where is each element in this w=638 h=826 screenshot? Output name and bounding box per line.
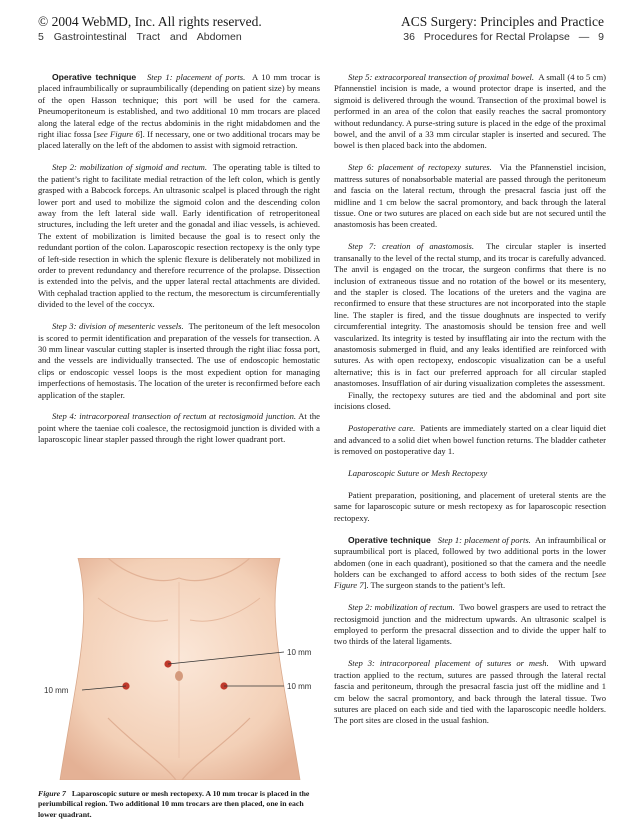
paragraph-text: An infraumbilical or supraumbilical port is placed, followed by two additional ports in the lower abdomen (one in each quadrant), positioned so that the camera and the needle holders can be exchanged to afford access to both sides of the rectum [ [334,534,606,579]
caption-number: Figure 7 [38,789,66,798]
page-number: 9 [598,31,604,43]
paragraph [334,658,606,726]
navel [175,671,183,681]
section-word: Tract [136,31,160,43]
paragraph-text: ]. If necessary, one or two additional trocars may be placed laterally on the left of the abdomen to assist with sigmoid retraction. [38,129,320,151]
paragraph [334,535,606,592]
paragraph [38,72,320,152]
paragraph-text: Finally, the rectopexy sutures are tied and the abdominal and port site incisions closed. [334,390,606,412]
paragraph-text: With upward traction applied to the rectum, sutures are passed through the lateral rectal fascia and peritoneum, through the presacral fascia just off the midline and 1 cm below the sacral promontory, and back through the lateral tissue. Two sutures are placed on each side and tied with the laparoscopic needle holders. The port sites are closed in the usual fashion. [334,658,606,726]
subsection-heading: Laparoscopic Suture or Mesh Rectopexy [348,468,488,479]
paragraph [38,411,320,445]
section-line [38,30,338,44]
figure-reference: see Figure 7 [334,568,606,591]
section-word: and [169,31,188,43]
section-word: Abdomen [196,31,242,43]
header-right [304,14,604,44]
step-heading: Step 6: placement of rectopexy sutures. [348,162,492,173]
paragraph [334,162,606,230]
figure-reference: see Figure 6 [96,129,140,140]
figure-7-illustration [38,558,320,780]
section-heading: Operative technique [52,72,137,82]
paragraph-text: Two bowel graspers are used to retract the rectosigmoid junction and the midrectum upwards. An ultrasonic scalpel is employed to perform the presacral dissection and to divide the upper half to two thirds of the lateral ligaments. [334,602,606,647]
chapter-title: Procedures for Rectal Prolapse [423,31,570,43]
chapter-number: 36 [403,31,415,43]
label-right: 10 mm [287,682,312,691]
header-left [38,14,338,44]
paragraph-text: Via the Pfannenstiel incision, mattress sutures of nonabsorbable material are passed through the peritoneum and fascia on the lateral rectum, through the presacral fascia just off the midline and 1 cm below the sacral promontory, and back through the lateral tissue. One or two sutures are placed on each side but are not secured until the anastomosis has been created. [334,162,606,230]
step-heading: Step 3: division of mesenteric vessels. [52,321,184,332]
paragraph-text: A 10 mm trocar is placed infraumbilically or supraumbilically (depending on patient size) by means of the open Hasson technique; this port will be used for the camera. Pneumoperitoneum is established, and two additional 10 mm trocars are placed along the lateral edge of the rectus abdominis in the right midabdomen and the right iliac fossa [ [38,72,321,140]
paragraph-text: At the point where the taeniae coli coalesce, the rectosigmoid junction is divided with a laparoscopic linear stapler passed through the right lower quadrant port. [38,411,320,445]
paragraph [334,241,606,389]
step-heading: Step 5: extracorporeal transection of proximal bowel. [348,72,535,82]
caption-text: Laparoscopic suture or mesh rectopexy. A 10 mm trocar is placed in the periumbilical region. Two additional 10 mm trocars are then placed, one in each lower quadrant. [38,789,310,819]
label-left: 10 mm [44,686,69,695]
chapter-line [304,30,604,44]
label-upper: 10 mm [287,648,312,657]
chapter-dash: — [578,31,590,43]
paragraph [334,423,606,457]
right-column [334,72,606,737]
copyright-line: © 2004 WebMD, Inc. All rights reserved. [38,14,262,29]
section-number: 5 [38,31,44,43]
paragraph-text: Patients are immediately started on a clear liquid diet and advanced to a solid diet when bowel function returns. The bladder catheter is removed on postoperative day 1. [334,423,607,457]
paragraph [38,321,320,401]
paragraph-text: The peritoneum of the left mesocolon is scored to permit identification and preparation of the vessels for transection. A 30 mm linear vascular cutting stapler is inserted through the right iliac fossa port, and the vessels are individually transected. The use of endoscopic hemostatic clips or endoscopic vessel loops is the most expedient option for managing imperfections of hemostasis. The location of the ureter is reconfirmed before each application of the stapler. [38,321,320,400]
step-heading: Step 3: intracorporeal placement of sutures or mesh. [348,658,549,669]
figure-caption [38,789,320,820]
abdomen-drawing [38,558,320,780]
section-word: Gastrointestinal [53,31,127,43]
torso-shape [60,558,300,780]
step-heading: Step 7: creation of anastomosis. [348,241,475,252]
paragraph-text: The circular stapler is inserted transanally to the level of the rectal stump, and its trocar is carefully advanced. The anvil is engaged on the trocar, the surgeon confirms that there is no inclusion of extraneous tissue and no rotation of the bowel or its mesentery, and the stapler is closed. The locations of the ureters and the vagina are reconfirmed to ensure that these structures are not incorporated into the staple line. The stapler is fired, and the tissue doughnuts are inspected to verify circumferential integrity. The anastomosis should be tension free and well vascularized. Its integrity is tested by insufflating air into the rectum with the anastomosis submerged in fluid, and any leaks identified are reinforced with sutures. As with open rectopexy, endoscopic visualization can be a useful alternative; this is in fact our preferred approach for all circular stapled anastomoses. Insufflation of air during visualization completes the assessment. [334,241,606,389]
book-title: ACS Surgery: Principles and Practice [401,14,604,29]
paragraph [334,602,606,648]
paragraph [334,72,606,152]
step-heading: Step 2: mobilization of rectum. [348,602,455,613]
paragraph-text: The operating table is tilted to the patient’s right to facilitate medial retraction of the left colon, which is gently grasped with a Babcock forceps. An ultrasonic scalpel is placed through the right lower port and used to mobilize the sigmoid colon and the descending colon away from the left lateral side wall. Early identification of retroperitoneal structures, including the left ureter and the gonadal and iliac vessels, is achieved. The extent of mobilization is limited because the goal is to resect only the redundant portion of the colon. Laparoscopic resection rectopexy is the only type of left-side resection in which the splenic flexure is deliberately not mobilized in order to prevent redundancy and therefore recurrence of the prolapse. Dissection is extended into the pelvis, and the upper lateral rectal attachments are divided. With cephalad traction applied to the rectum, the mesorectum is circumferentially divided to the level of the coccyx. [38,162,320,310]
step-heading: Step 2: mobilization of sigmoid and rectum. [52,162,208,173]
step-heading: Postoperative care. [348,423,416,434]
paragraph [334,490,606,524]
paragraph-text: ]. The surgeon stands to the patient’s left. [363,580,506,591]
left-column [38,72,320,456]
step-heading: Step 1: placement of ports. [146,72,246,82]
step-heading: Step 4: intracorporeal transection of rectum at rectosigmoid junction. [52,411,297,422]
step-heading: Step 1: placement of ports. [437,534,531,545]
paragraph-text: Patient preparation, positioning, and placement of ureteral stents are the same for laparoscopic suture or mesh rectopexy as for laparoscopic resection rectopexy. [334,490,606,523]
paragraph [334,390,606,413]
paragraph-text: A small (4 to 5 cm) Pfannenstiel incision is made, a wound protector drape is inserted, and the sigmoid is delivered through the wound. Transection of the proximal bowel is performed in an area of the colon that easily reaches the sacral promontory without redundancy. A purse-string suture is placed in the edge of the proximal bowel, and the anvil of a 33 mm circular stapler is inserted and secured. The bowel is then placed back into the abdomen. [334,72,606,151]
paragraph [38,162,320,310]
section-heading: Operative technique [348,534,431,545]
